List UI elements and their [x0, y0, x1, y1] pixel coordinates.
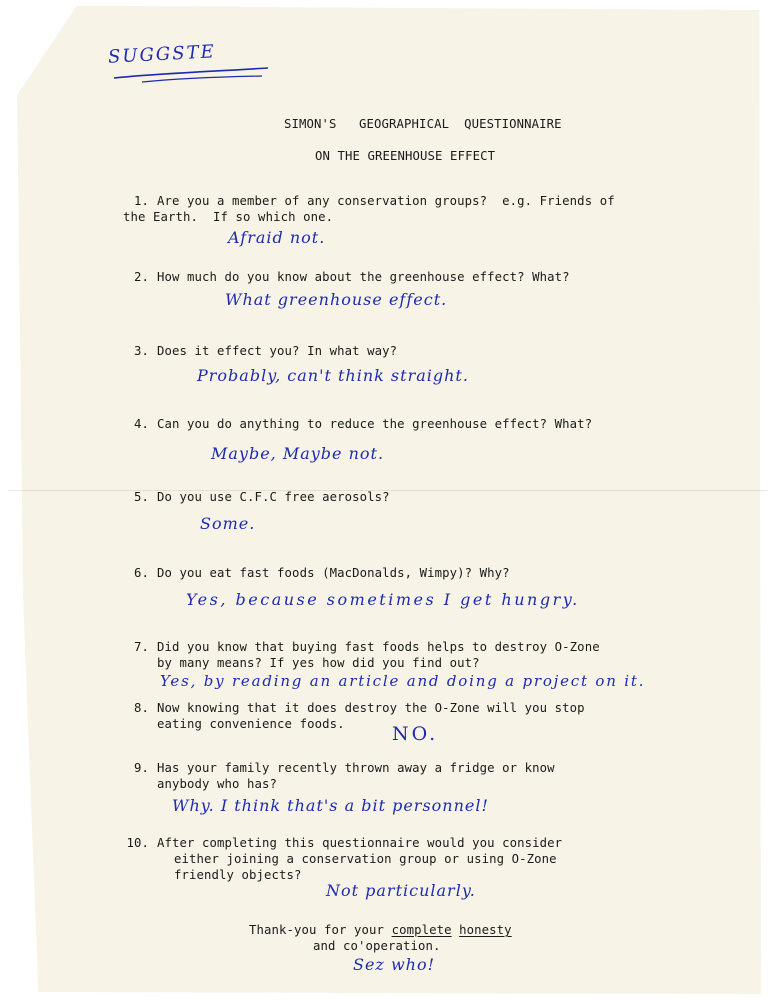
title-line-1: SIMON'S GEOGRAPHICAL QUESTIONNAIRE	[284, 117, 562, 131]
header-note-underline	[112, 64, 272, 84]
question-number: 6.	[133, 566, 149, 580]
answer-10: Not particularly.	[326, 881, 476, 900]
question-number: 1.	[133, 194, 149, 208]
question-10-line-3: friendly objects?	[174, 868, 302, 882]
question-text: Does it effect you? In what way?	[157, 344, 398, 358]
question-10	[123, 836, 562, 850]
answer-8: NO.	[392, 723, 439, 745]
question-text: After completing this questionnaire would you consider	[157, 836, 563, 850]
question-8-line-2: eating convenience foods.	[157, 717, 345, 731]
question-10-line-2: either joining a conservation group or using O-Zone	[174, 852, 557, 866]
question-text: How much do you know about the greenhouse effect? What?	[157, 270, 570, 284]
question-8	[123, 701, 585, 715]
question-7-line-2: by many means? If yes how did you find out?	[157, 656, 480, 670]
answer-6: Yes, because sometimes I get hungry.	[186, 590, 580, 609]
header-note: SUGGSTE	[107, 41, 217, 68]
question-number: 7.	[133, 640, 149, 654]
question-9-line-2: anybody who has?	[157, 777, 278, 791]
question-number: 8.	[133, 701, 149, 715]
question-4	[123, 417, 592, 431]
question-text: Now knowing that it does destroy the O-Zone will you stop	[157, 701, 585, 715]
answer-3: Probably, can't think straight.	[197, 366, 469, 385]
question-text: Did you know that buying fast foods helps to destroy O-Zone	[157, 640, 600, 654]
question-5	[123, 490, 390, 504]
closing-complete: complete	[391, 923, 452, 937]
question-text: Are you a member of any conservation groups? e.g. Friends of	[157, 194, 615, 208]
question-9	[123, 761, 555, 775]
question-number: 10.	[126, 836, 149, 850]
question-number: 2.	[133, 270, 149, 284]
closing-answer: Sez who!	[353, 955, 436, 974]
closing-prefix: Thank-you for your	[249, 923, 392, 937]
question-number: 5.	[133, 490, 149, 504]
answer-5: Some.	[200, 514, 256, 533]
question-number: 3.	[133, 344, 149, 358]
answer-7: Yes, by reading an article and doing a project on it.	[160, 672, 646, 690]
question-2	[123, 270, 570, 284]
question-text: Do you eat fast foods (MacDonalds, Wimpy)? Why?	[157, 566, 510, 580]
question-7	[123, 640, 600, 654]
closing-line-1	[249, 923, 512, 937]
closing-space	[452, 923, 460, 937]
answer-4: Maybe, Maybe not.	[211, 444, 385, 463]
closing-honesty: honesty	[459, 923, 512, 937]
question-1-line-2: the Earth. If so which one.	[123, 210, 334, 224]
answer-1: Afraid not.	[228, 228, 326, 247]
question-1	[123, 194, 615, 208]
closing-line-2: and co'operation.	[313, 939, 441, 953]
answer-9: Why. I think that's a bit personnel!	[172, 796, 489, 815]
question-3	[123, 344, 397, 358]
title-line-2: ON THE GREENHOUSE EFFECT	[315, 149, 496, 163]
question-text: Can you do anything to reduce the greenhouse effect? What?	[157, 417, 593, 431]
question-number: 9.	[133, 761, 149, 775]
question-number: 4.	[133, 417, 149, 431]
question-text: Do you use C.F.C free aerosols?	[157, 490, 390, 504]
question-text: Has your family recently thrown away a fridge or know	[157, 761, 555, 775]
question-6	[123, 566, 510, 580]
answer-2: What greenhouse effect.	[225, 290, 448, 309]
